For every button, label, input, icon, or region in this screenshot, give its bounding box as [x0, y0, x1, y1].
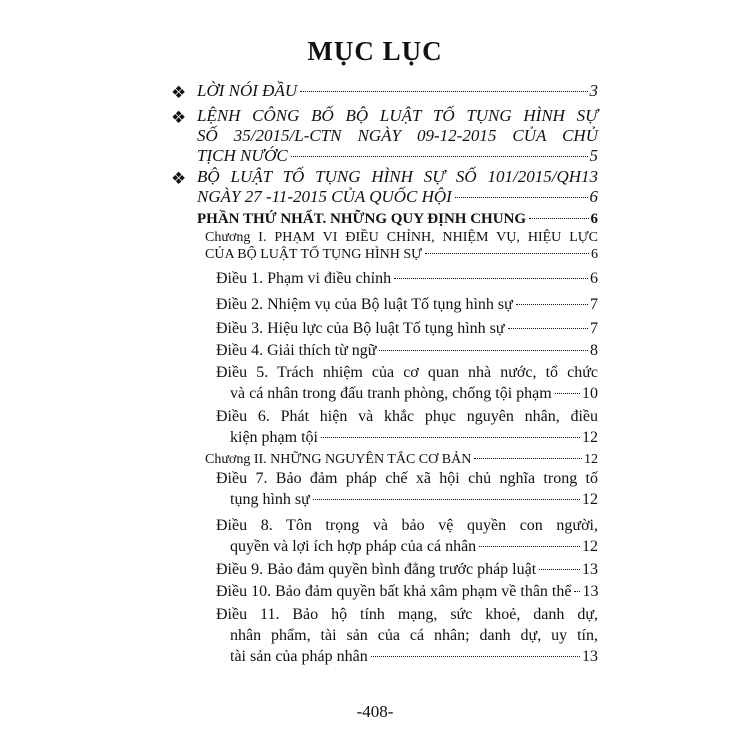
toc-entry-text: Điều 9. Bảo đảm quyền bình đẳng trước pháp luật	[216, 561, 537, 578]
toc-entry-text: PHẦN THỨ NHẤT. NHỮNG QUY ĐỊNH CHUNG	[197, 211, 527, 227]
dot-leader	[529, 218, 588, 219]
toc-entry-lenh-cong-bo	[171, 106, 598, 166]
toc-page-number: 12	[584, 452, 598, 467]
toc-entry-line: SỐ 35/2015/L-CTN NGÀY 09-12-2015 CỦA CHỦ	[197, 126, 598, 145]
toc-page-number: 7	[590, 320, 598, 337]
dot-leader	[455, 197, 588, 198]
toc-entry-bo-luat	[171, 167, 598, 207]
toc-entry-dieu-7	[216, 468, 598, 510]
toc-entry-line: Điều 5. Trách nhiệm của cơ quan nhà nước, tổ chức	[216, 364, 598, 381]
toc-entry-loi-noi-dau	[171, 81, 598, 103]
toc-entry-dieu-10	[216, 581, 598, 602]
toc-entry-line: Điều 6. Phát hiện và khắc phục nguyên nhân, điều	[216, 408, 598, 425]
toc-entry-line: Điều 7. Bảo đảm pháp chế xã hội chủ nghĩa trong tố	[216, 470, 598, 487]
dot-leader	[394, 278, 588, 279]
toc-entry-text: Điều 2. Nhiệm vụ của Bộ luật Tố tụng hình sự	[216, 296, 513, 313]
toc-entry-phan-thu-nhat	[197, 210, 598, 228]
toc-page-number: 8	[590, 342, 598, 359]
toc-entry-line: Chương I. PHẠM VI ĐIỀU CHỈNH, NHIỆM VỤ, HIỆU LỰC	[205, 230, 598, 245]
toc-page-number: 3	[589, 81, 598, 100]
toc-entry-line: Điều 11. Bảo hộ tính mạng, sức khoẻ, danh dự,	[216, 606, 598, 623]
dot-leader	[291, 156, 588, 157]
toc-entry-dieu-4	[216, 340, 598, 361]
toc-page-number: 13	[582, 561, 598, 578]
toc-entry-dieu-8	[216, 515, 598, 557]
toc-page-number: 13	[582, 583, 599, 600]
dot-leader	[300, 91, 587, 92]
toc-page-number: 12	[582, 429, 598, 446]
toc-entry-dieu-11	[216, 604, 598, 667]
toc-page-number: 10	[582, 385, 598, 402]
toc-entry-chuong-2	[205, 451, 598, 468]
toc-page-number: 12	[582, 538, 598, 555]
toc-entry-text: NGÀY 27 -11-2015 CỦA QUỐC HỘI	[197, 187, 452, 206]
diamond-bullet-icon: ❖	[171, 169, 187, 189]
dot-leader	[574, 591, 580, 592]
toc-entry-text: TỊCH NƯỚC	[197, 146, 288, 165]
toc-entry-dieu-5	[216, 362, 598, 404]
toc-entry-line: nhân phẩm, tài sản của cá nhân; danh dự, uy tín,	[230, 627, 598, 644]
toc-page-number: 6	[590, 270, 598, 287]
toc-entry-text: Điều 1. Phạm vi điều chỉnh	[216, 270, 392, 287]
toc-entry-dieu-3	[216, 318, 598, 339]
toc-entry-dieu-2	[216, 294, 598, 315]
toc-entry-dieu-6	[216, 406, 598, 448]
toc-entry-text: LỜI NÓI ĐẦU	[197, 81, 298, 100]
dot-leader	[555, 393, 580, 394]
toc-entry-dieu-9	[216, 559, 598, 580]
toc-page-number: 12	[582, 491, 598, 508]
dot-leader	[479, 546, 580, 547]
toc-page-number: 6	[589, 187, 598, 206]
dot-leader	[321, 437, 580, 438]
toc-entry-text: Điều 3. Hiệu lực của Bộ luật Tố tụng hình sự	[216, 320, 505, 337]
dot-leader	[379, 350, 588, 351]
dot-leader	[474, 458, 582, 459]
dot-leader	[508, 328, 588, 329]
dot-leader	[516, 304, 588, 305]
page-title: MỤC LỤC	[307, 36, 443, 66]
toc-entry-text: Chương II. NHỮNG NGUYÊN TẮC CƠ BẢN	[205, 452, 472, 467]
toc-entry-line: Điều 8. Tôn trọng và bảo vệ quyền con người,	[216, 517, 598, 534]
toc-page-number: 6	[591, 247, 598, 262]
toc-entry-text: quyền và lợi ích hợp pháp của cá nhân	[230, 538, 477, 555]
toc-page-number: 7	[590, 296, 598, 313]
toc-entry-chuong-1	[205, 229, 598, 263]
page-number-footer: -408-	[356, 702, 394, 721]
dot-leader	[425, 253, 589, 254]
toc-page-number: 5	[589, 146, 598, 165]
toc-entry-line: BỘ LUẬT TỐ TỤNG HÌNH SỰ SỐ 101/2015/QH13	[197, 167, 598, 186]
diamond-bullet-icon: ❖	[171, 108, 187, 128]
toc-entry-text: tụng hình sự	[230, 491, 310, 508]
dot-leader	[539, 569, 580, 570]
toc-entry-text: và cá nhân trong đấu tranh phòng, chống tội phạm	[230, 385, 552, 402]
toc-entry-line: LỆNH CÔNG BỐ BỘ LUẬT TỐ TỤNG HÌNH SỰ	[197, 106, 598, 125]
toc-entry-text: Điều 4. Giải thích từ ngữ	[216, 342, 377, 359]
toc-entry-text: tài sản của pháp nhân	[230, 648, 368, 665]
toc-page-number: 13	[582, 648, 598, 665]
toc-entry-text: CỦA BỘ LUẬT TỐ TỤNG HÌNH SỰ	[205, 247, 422, 262]
toc-entry-dieu-1	[216, 268, 598, 289]
toc-entry-text: kiện phạm tội	[230, 429, 318, 446]
toc-page-number: 6	[590, 211, 598, 227]
diamond-bullet-icon: ❖	[171, 83, 187, 103]
dot-leader	[371, 656, 580, 657]
dot-leader	[313, 499, 580, 500]
toc-entry-text: Điều 10. Bảo đảm quyền bất khả xâm phạm về thân thể	[216, 583, 572, 600]
